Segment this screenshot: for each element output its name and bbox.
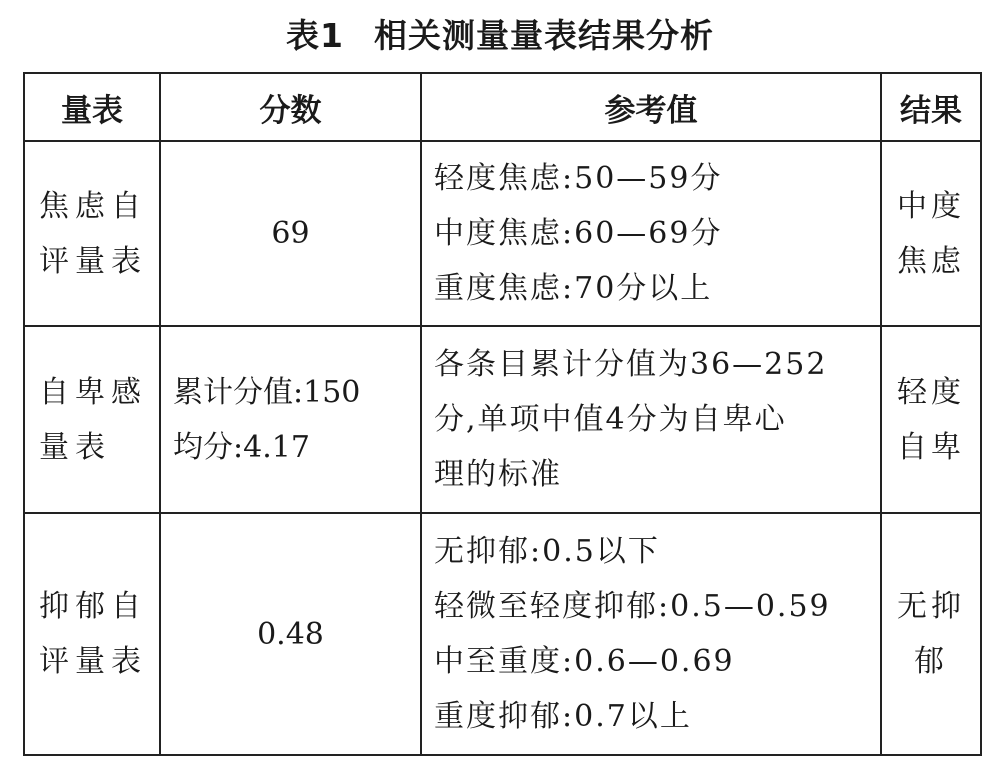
scale-line: 自卑感 [39,374,147,410]
result-line: 自卑 [897,429,965,465]
table-title: 相关测量量表结果分析 [373,16,714,55]
score-cell [160,141,421,326]
reference-line: 理的标准 [434,457,562,492]
scale-line: 量表 [39,429,111,465]
result-cell [881,141,981,326]
reference-line: 无抑郁:0.5以下 [434,534,660,569]
score-cell [160,513,421,755]
result-cell [881,513,981,755]
table-row [24,513,981,755]
table-row [24,141,981,326]
reference-line: 中度焦虑:60—69分 [434,216,723,251]
header-scale: 量表 [24,73,160,141]
reference-cell [421,513,881,755]
scale-cell [24,141,160,326]
table-caption [0,8,1000,64]
reference-line: 重度焦虑:70分以上 [434,271,713,306]
scale-line: 抑郁自 [39,589,147,624]
header-reference: 参考值 [421,73,881,141]
header-result: 结果 [881,73,981,141]
scale-line: 评量表 [39,243,147,279]
reference-line: 中至重度:0.6—0.69 [434,644,735,679]
score-line: 累计分值:150 [173,374,361,410]
scale-cell [24,326,160,513]
reference-line: 重度抑郁:0.7以上 [434,699,692,734]
scale-cell [24,513,160,755]
score-cell [160,326,421,513]
reference-line: 轻度焦虑:50—59分 [434,161,723,196]
scale-line: 焦虑自 [39,188,147,224]
reference-cell [421,326,881,513]
table-row [24,326,981,513]
table-number: 表1 [286,16,344,55]
score-line: 69 [271,216,310,251]
result-cell [881,326,981,513]
reference-cell [421,141,881,326]
score-line: 0.48 [257,616,324,652]
result-line: 郁 [914,644,948,679]
reference-line: 分,单项中值4分为自卑心 [434,402,787,437]
result-line: 无抑 [897,589,965,624]
result-line: 轻度 [897,374,965,410]
results-table [23,72,982,756]
result-line: 中度 [897,188,965,224]
reference-line: 轻微至轻度抑郁:0.5—0.59 [434,589,831,624]
header-score: 分数 [160,73,421,141]
score-line: 均分:4.17 [173,429,310,465]
reference-line: 各条目累计分值为36—252 [434,347,828,382]
scale-line: 评量表 [39,644,147,679]
result-line: 焦虑 [897,243,965,279]
header-row [24,73,981,141]
